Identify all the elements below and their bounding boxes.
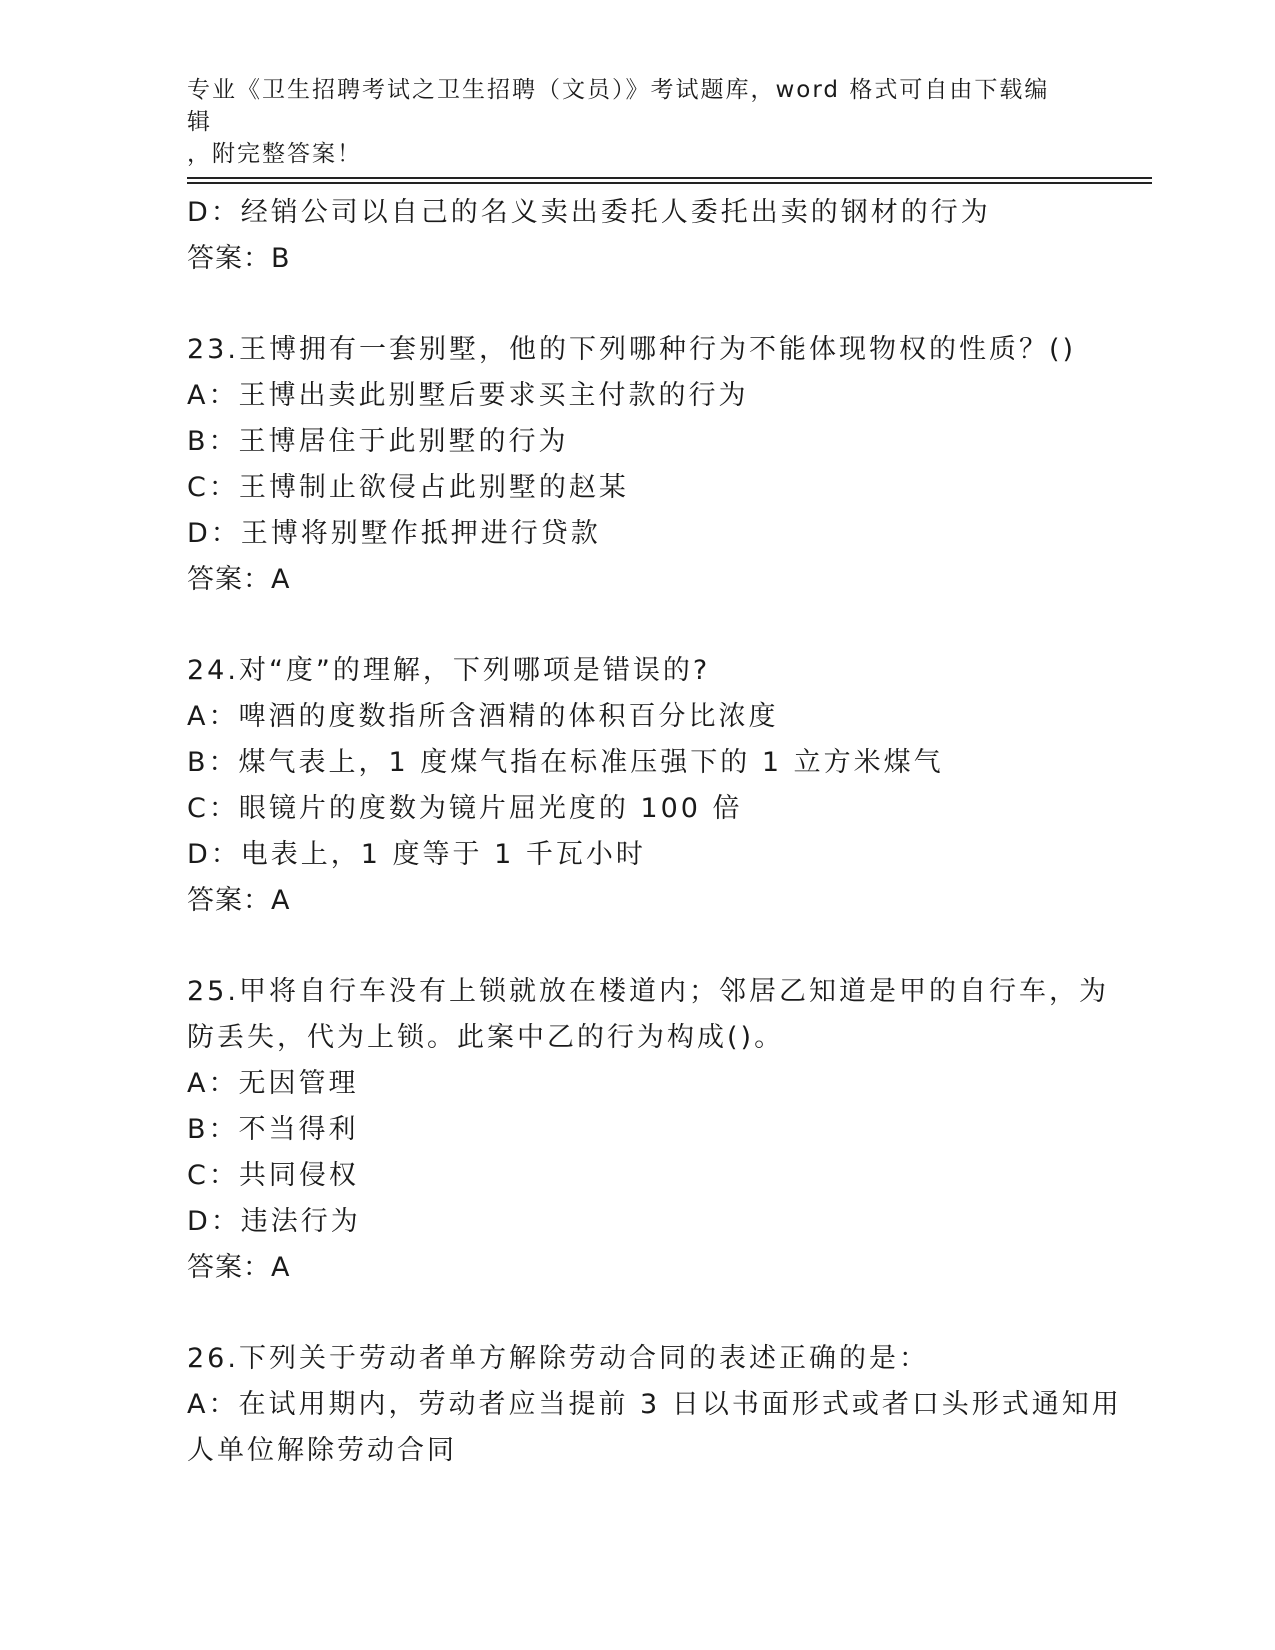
question-stem: 23.王博拥有一套别墅，他的下列哪种行为不能体现物权的性质？() [187,334,1077,365]
option-a: A：王博出卖此别墅后要求买主付款的行为 [187,380,749,411]
option-a: A：啤酒的度数指所含酒精的体积百分比浓度 [187,701,779,732]
answer-line: 答案：A [187,885,291,916]
question-24 [187,648,1087,924]
option-d: D：经销公司以自己的名义卖出委托人委托出卖的钢材的行为 [187,197,991,228]
option-d: D：违法行为 [187,1206,361,1237]
option-c: C：共同侵权 [187,1160,359,1191]
header-line-1: 专业《卫生招聘考试之卫生招聘（文员）》考试题库，word 格式可自由下载编辑 [187,77,1050,135]
question-22-tail [187,190,1087,282]
option-c: C：眼镜片的度数为镜片屈光度的 100 倍 [187,793,743,824]
question-stem: 26.下列关于劳动者单方解除劳动合同的表述正确的是： [187,1343,929,1374]
header-line-2: ，附完整答案！ [187,141,362,167]
option-b: B：煤气表上，1 度煤气指在标准压强下的 1 立方米煤气 [187,747,944,778]
question-stem: 24.对“度”的理解，下列哪项是错误的? [187,655,711,686]
question-content [187,190,1122,1474]
answer-line: 答案：A [187,1252,291,1283]
option-a-line-2: 人单位解除劳动合同 [187,1435,457,1466]
header-divider-bottom [187,182,1152,184]
option-a-line-1: A：在试用期内，劳动者应当提前 3 日以书面形式或者口头形式通知用 [187,1389,1122,1420]
answer-line: 答案：B [187,243,291,274]
option-a: A：无因管理 [187,1068,359,1099]
option-d: D：电表上，1 度等于 1 千瓦小时 [187,839,646,870]
question-23 [187,327,1087,603]
option-c: C：王博制止欲侵占此别墅的赵某 [187,472,629,503]
question-stem-line-1: 25.甲将自行车没有上锁就放在楼道内；邻居乙知道是甲的自行车，为 [187,976,1109,1007]
option-d: D：王博将别墅作抵押进行贷款 [187,518,601,549]
document-header [187,74,1067,170]
question-25 [187,969,1109,1291]
option-b: B：不当得利 [187,1114,359,1145]
question-stem-line-2: 防丢失，代为上锁。此案中乙的行为构成()。 [187,1022,785,1053]
option-b: B：王博居住于此别墅的行为 [187,426,569,457]
header-divider-top [187,177,1152,179]
question-26 [187,1336,1122,1474]
answer-line: 答案：A [187,564,291,595]
